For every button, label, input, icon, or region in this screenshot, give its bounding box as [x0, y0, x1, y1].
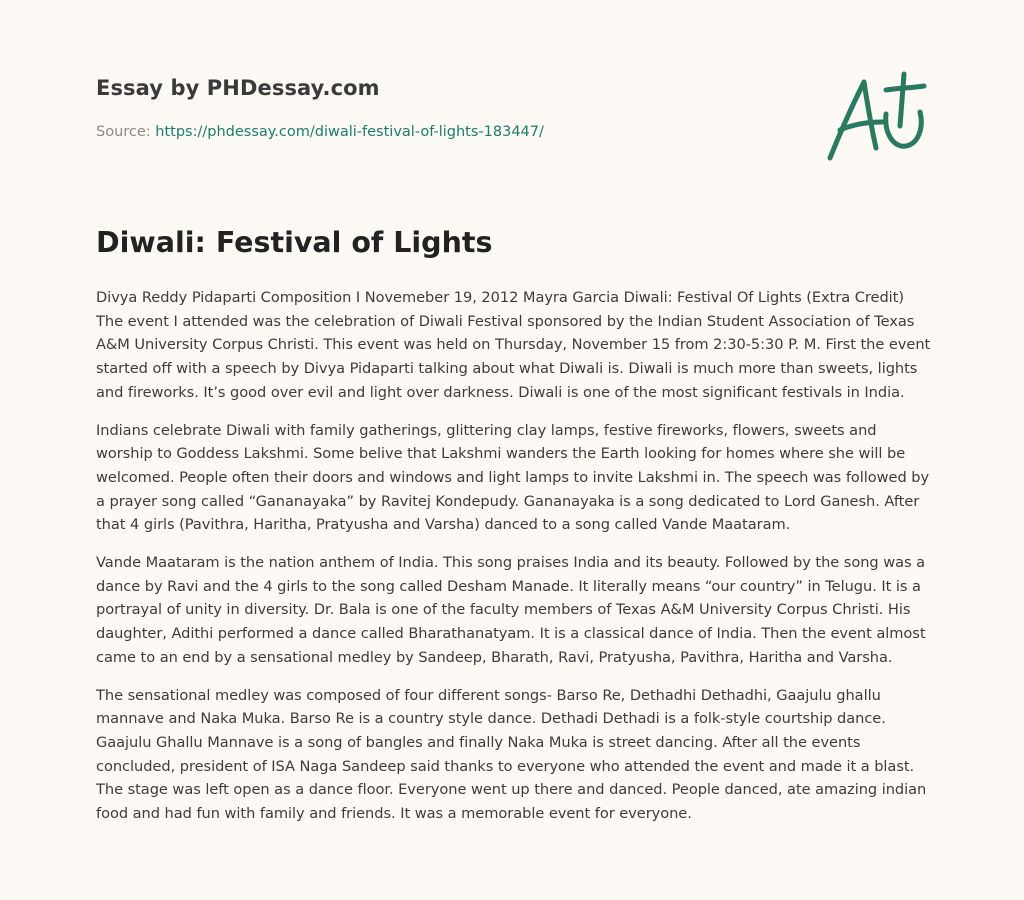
- source-link[interactable]: https://phdessay.com/diwali-festival-of-lights-183447/: [155, 124, 544, 140]
- essay-title: Diwali: Festival of Lights: [96, 226, 493, 259]
- essay-body: [96, 286, 934, 840]
- essay-paragraph: The sensational medley was composed of four different songs- Barso Re, Dethadhi Dethadhi, Gaajulu ghallu mannave and Naka Muka. Barso Re is a country style dance. Dethadi Dethadi is a folk-style courtship dance. Gaajulu Ghallu Mannave is a song of bangles and finally Naka Muka is street dancing. After all the events concluded, president of ISA Naga Sandeep said thanks to everyone who attended the event and made it a blast. The stage was left open as a dance floor. Everyone went up there and danced. People danced, ate amazing indian food and had fun with family and friends. It was a memorable event for everyone.: [96, 686, 927, 823]
- a-plus-logo-icon: [820, 68, 930, 164]
- site-title: Essay by PHDessay.com: [96, 76, 380, 100]
- essay-paragraph: Divya Reddy Pidaparti Composition I Novemeber 19, 2012 Mayra Garcia Diwali: Festival Of Lights (Extra Credit) The event I attended was the celebration of Diwali Festival sponsored by the Indian Student Association of Texas A&M University Corpus Christi. This event was held on Thursday, November 15 from 2:30-5:30 P. M. First the event started off with a speech by Divya Pidaparti talking about what Diwali is. Diwali is much more than sweets, lights and fireworks. It’s good over evil and light over darkness. Diwali is one of the most significant festivals in India.: [96, 289, 931, 401]
- essay-paragraph: Vande Maataram is the nation anthem of India. This song praises India and its beauty. Followed by the song was a dance by Ravi and the 4 girls to the song called Desham Manade. It literally means “our country” in Telugu. It is a portrayal of unity in diversity. Dr. Bala is one of the faculty members of Texas A&M University Corpus Christi. His daughter, Adithi performed a dance called Bharathanatyam. It is a classical dance of India. Then the event almost came to an end by a sensational medley by Sandeep, Bharath, Ravi, Pratyusha, Pavithra, Haritha and Varsha.: [96, 554, 926, 666]
- essay-paragraph: Indians celebrate Diwali with family gatherings, glittering clay lamps, festive fireworks, flowers, sweets and worship to Goddess Lakshmi. Some belive that Lakshmi wanders the Earth looking for homes where she will be welcomed. People often their doors and windows and light lamps to invite Lakshmi in. The speech was followed by a prayer song called “Gananayaka” by Ravitej Kondepudy. Gananayaka is a song dedicated to Lord Ganesh. After that 4 girls (Pavithra, Haritha, Pratyusha and Varsha) danced to a song called Vande Maataram.: [96, 421, 930, 534]
- source-line: [96, 124, 544, 140]
- source-label: Source:: [96, 124, 151, 140]
